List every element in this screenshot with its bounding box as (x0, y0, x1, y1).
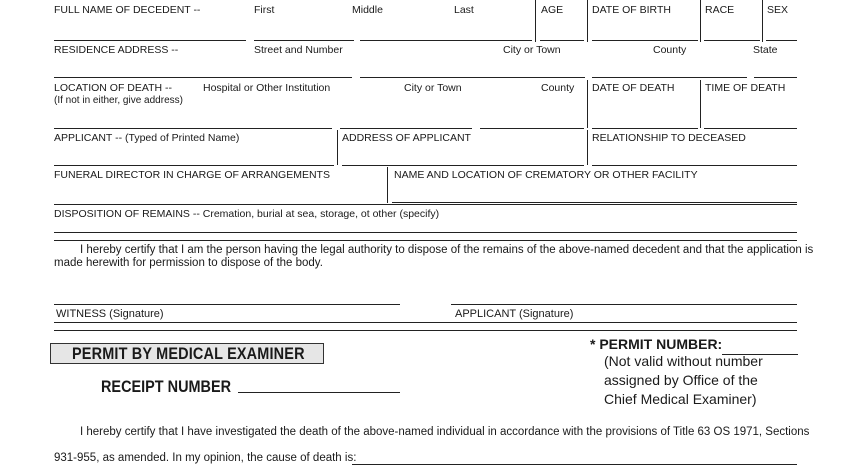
residence-city-label: City or Town (503, 44, 561, 56)
underline (592, 165, 797, 166)
relationship-field[interactable] (592, 145, 797, 165)
race-label: RACE (705, 4, 735, 16)
divider (700, 0, 701, 42)
witness-signature-label: WITNESS (Signature) (56, 308, 164, 320)
underline (592, 128, 698, 129)
applicant-address-label: ADDRESS OF APPLICANT (342, 132, 471, 144)
underline (754, 77, 797, 78)
street-label: Street and Number (254, 44, 343, 56)
street-field[interactable] (54, 57, 352, 77)
underline (54, 128, 332, 129)
divider (762, 0, 763, 42)
divider (587, 80, 588, 128)
underline (340, 128, 472, 129)
underline (360, 40, 532, 41)
date-of-death-field[interactable] (592, 108, 698, 128)
applicant-signature-label: APPLICANT (Signature) (455, 308, 574, 320)
first-name-label: First (254, 4, 275, 16)
underline (54, 304, 400, 305)
underline (254, 40, 354, 41)
date-of-birth-field[interactable] (592, 18, 698, 40)
underline (360, 77, 585, 78)
last-name-field[interactable] (360, 18, 532, 40)
divider (337, 130, 338, 165)
residence-county-label: County (653, 44, 687, 56)
investigation-line-1: I hereby certify that I have investigated the death of the above-named individual in accordance with the provisions of Title 63 OS 1971, Sections (80, 426, 810, 438)
age-label: AGE (541, 4, 564, 16)
underline (592, 77, 747, 78)
first-name-field[interactable] (54, 18, 246, 40)
sex-label: SEX (767, 4, 789, 16)
underline (704, 40, 760, 41)
last-name-label: Last (454, 4, 474, 16)
underline (392, 202, 797, 203)
death-city-label: City or Town (404, 82, 462, 94)
permit-title: PERMIT BY MEDICAL EXAMINER (72, 344, 305, 363)
applicant-name-label: APPLICANT -- (Typed of Printed Name) (54, 132, 240, 144)
underline (238, 392, 400, 393)
sex-field[interactable] (766, 18, 797, 40)
underline (54, 77, 352, 78)
witness-signature-field[interactable] (54, 284, 400, 304)
underline (54, 232, 797, 233)
residence-address-label: RESIDENCE ADDRESS -- (54, 44, 179, 56)
full-name-label: FULL NAME OF DECEDENT -- (54, 4, 201, 16)
death-county-label: County (541, 82, 575, 94)
funeral-director-label: FUNERAL DIRECTOR IN CHARGE OF ARRANGEMENTS (54, 169, 330, 181)
time-of-death-field[interactable] (704, 108, 797, 128)
disposition-label: DISPOSITION OF REMAINS -- Cremation, burial at sea, storage, ot other (specify) (54, 208, 440, 220)
permit-note-line-1: (Not valid without number (604, 353, 763, 369)
divider (587, 0, 588, 42)
underline (54, 240, 797, 241)
receipt-number-field[interactable] (238, 374, 400, 392)
underline (766, 40, 797, 41)
applicant-signature-field[interactable] (451, 284, 797, 304)
underline (704, 128, 797, 129)
location-note: (If not in either, give address) (54, 95, 183, 106)
disposition-field[interactable] (54, 220, 797, 240)
underline (342, 165, 584, 166)
residence-county-field[interactable] (592, 57, 747, 77)
underline (54, 330, 797, 331)
race-field[interactable] (704, 18, 760, 40)
divider (387, 167, 388, 203)
funeral-director-field[interactable] (54, 182, 384, 202)
permit-number-note (604, 352, 804, 409)
permit-note-line-2: assigned by Office of the (604, 372, 758, 388)
divider (700, 80, 701, 128)
receipt-number-label: RECEIPT NUMBER (101, 377, 232, 396)
underline (540, 40, 584, 41)
hospital-label: Hospital or Other Institution (203, 82, 331, 94)
certify-line-2: made herewith for permission to dispose of the body. (54, 257, 323, 269)
location-of-death-label: LOCATION OF DEATH -- (54, 82, 173, 94)
hospital-field[interactable] (54, 108, 332, 128)
residence-state-label: State (753, 44, 778, 56)
death-city-field[interactable] (340, 108, 472, 128)
applicant-address-field[interactable] (342, 145, 584, 165)
permit-number-label: * PERMIT NUMBER: (590, 336, 723, 352)
certify-line-1: I hereby certify that I am the person having the legal authority to dispose of the remains of the above-named decedent and that the application is (80, 244, 814, 256)
underline (451, 304, 797, 305)
divider (535, 0, 536, 42)
crematory-field[interactable] (392, 182, 797, 202)
underline (54, 204, 797, 205)
residence-city-field[interactable] (360, 57, 585, 77)
middle-name-field[interactable] (254, 18, 354, 40)
underline (592, 40, 698, 41)
crematory-label: NAME AND LOCATION OF CREMATORY OR OTHER FACILITY (394, 169, 698, 181)
residence-state-field[interactable] (754, 57, 797, 77)
underline (54, 40, 246, 41)
death-county-field[interactable] (480, 108, 584, 128)
divider (587, 130, 588, 165)
applicant-name-field[interactable] (54, 145, 334, 165)
middle-name-label: Middle (352, 4, 383, 16)
underline (54, 322, 797, 323)
age-field[interactable] (540, 18, 584, 40)
date-of-birth-label: DATE OF BIRTH (592, 4, 671, 16)
relationship-label: RELATIONSHIP TO DECEASED (592, 132, 746, 144)
time-of-death-label: TIME OF DEATH (705, 82, 786, 94)
underline (352, 464, 797, 465)
underline (480, 128, 584, 129)
underline (54, 165, 334, 166)
date-of-death-label: DATE OF DEATH (592, 82, 675, 94)
cause-of-death-field[interactable] (352, 448, 797, 464)
permit-note-line-3: Chief Medical Examiner) (604, 391, 757, 407)
investigation-line-2: 931-955, as amended. In my opinion, the cause of death is: (54, 452, 357, 464)
